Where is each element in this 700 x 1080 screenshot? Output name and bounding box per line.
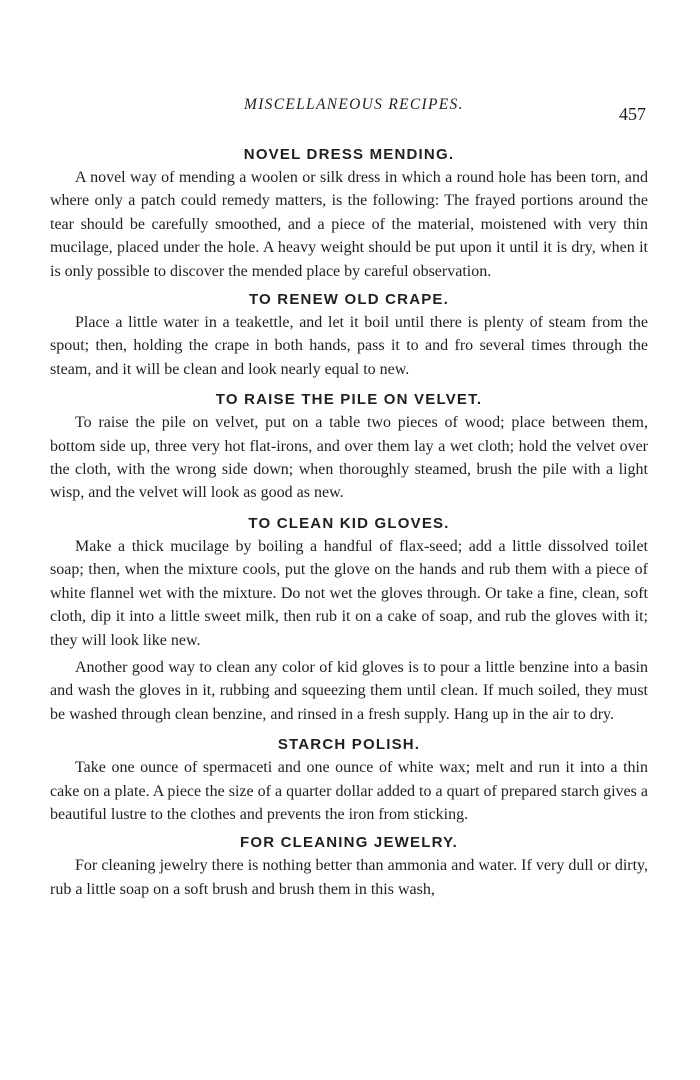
- running-title: MISCELLANEOUS RECIPES.: [244, 96, 464, 113]
- section-heading-raise-pile-velvet: TO RAISE THE PILE ON VELVET.: [215, 391, 483, 409]
- section-heading-renew-old-crape: TO RENEW OLD CRAPE.: [248, 291, 450, 309]
- section-heading-starch-polish: STARCH POLISH.: [277, 736, 421, 754]
- paragraph-raise-pile-velvet: To raise the pile on velvet, put on a table two pieces of wood; place between them, bottom side up, three very hot flat-irons, and over them lay a wet cloth; hold the velvet over the cloth, with the wrong side down; when thoroughly steamed, brush the pile with a light wisp, and the velvet will look as good as new.: [50, 414, 648, 502]
- page-content: [50, 144, 648, 901]
- paragraph-clean-kid-gloves-1: Make a thick mucilage by boiling a handful of flax-seed; add a little dissolved toilet soap; then, when the mixture cools, put the glove on the hands and rub them with a piece of white flannel wet with the mixture. Do not wet the gloves through. Or take a fine, clean, soft cloth, dip it into a little sweet milk, then rub it on a cake of soap, and rub the gloves with it; they will look like new.: [50, 537, 648, 649]
- paragraph-starch-polish: Take one ounce of spermaceti and one ounce of white wax; melt and run it into a thin cake on a plate. A piece the size of a quarter dollar added to a quart of prepared starch gives a beautiful lustre to the clothes and prevents the iron from sticking.: [50, 759, 648, 823]
- paragraph-renew-old-crape: Place a little water in a teakettle, and let it boil until there is plenty of steam from the spout; then, holding the crape in both hands, pass it to and fro several times through the steam, and it will be clean and look nearly equal to new.: [50, 314, 648, 378]
- paragraph-clean-kid-gloves-2: Another good way to clean any color of kid gloves is to pour a little benzine into a basin and wash the gloves in it, rubbing and squeezing them until clean. If much soiled, they must be washed through clean benzine, and rinsed in a fresh supply. Hang up in the air to dry.: [50, 658, 648, 723]
- section-heading-cleaning-jewelry: FOR CLEANING JEWELRY.: [240, 834, 458, 852]
- paragraph-cleaning-jewelry: For cleaning jewelry there is nothing better than ammonia and water. If very dull or dirty, rub a little soap on a soft brush and brush them in this wash,: [50, 857, 648, 898]
- running-head: [0, 96, 700, 124]
- section-heading-clean-kid-gloves: TO CLEAN KID GLOVES.: [248, 514, 450, 532]
- paragraph-novel-dress-mending: A novel way of mending a woolen or silk dress in which a round hole has been torn, and where only a patch could remedy matters, is the following: The frayed portions around the tear should be carefully smoothed, and a piece of the material, moistened with very thin mucilage, placed under the hole. A heavy weight should be put upon it until it is dry, when it is only possible to discover the mended place by careful observation.: [50, 169, 648, 280]
- page-number: 457: [619, 104, 646, 124]
- section-heading-novel-dress-mending: NOVEL DRESS MENDING.: [243, 146, 455, 163]
